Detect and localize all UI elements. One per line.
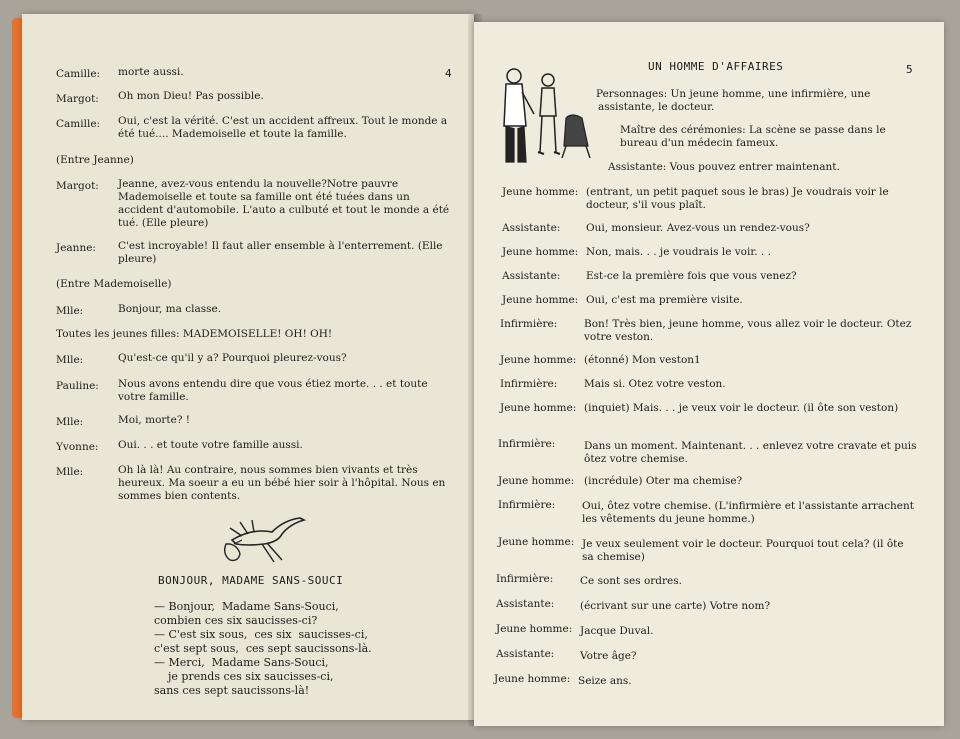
line-text: Seize ans. — [578, 675, 632, 687]
speaker: Pauline: — [56, 380, 99, 392]
line-text: Bon! Très bien, jeune homme, vous allez voir le docteur. Otez votre veston. — [584, 318, 912, 343]
line-text: (incrédule) Oter ma chemise? — [584, 475, 743, 487]
line-text: Jacque Duval. — [580, 625, 654, 637]
speaker: Assistante: — [502, 270, 561, 282]
cast-list — [598, 88, 920, 114]
line-text: (inquiet) Mais. . . je veux voir le docteur. (il ôte son veston) — [584, 402, 899, 414]
poem-line: — Bonjour, Madame Sans-Souci, — [154, 600, 339, 613]
speaker: Mlle: — [56, 305, 84, 317]
line-text: C'est incroyable! Il faut aller ensemble à l'enterrement. (Elle pleure) — [118, 240, 443, 265]
page-number: 5 — [906, 63, 913, 76]
speaker: Infirmière: — [498, 499, 556, 511]
line-text: Oh là là! Au contraire, nous sommes bien vivants et très heureux. Ma soeur a eu un bébé hier soir à l'hôpital. Nous en sommes bien contents. — [118, 464, 446, 502]
line-text: Non, mais. . . je voudrais le voir. . . — [586, 246, 771, 258]
line-text: morte aussi. — [118, 66, 184, 78]
line-text: Oui, monsieur. Avez-vous un rendez-vous? — [586, 222, 810, 234]
speaker: Jeune homme: — [496, 623, 573, 635]
speaker: Assistante: — [502, 222, 561, 234]
page-number: 4 — [445, 67, 452, 80]
intro-label: Assistante: — [608, 161, 667, 173]
line-text: Dans un moment. Maintenant. . . enlevez votre cravate et puis ôtez votre chemise. — [584, 440, 917, 465]
line-text: Est-ce la première fois que vous venez? — [586, 270, 797, 282]
speaker: Jeune homme: — [498, 475, 575, 487]
speaker: Jeune homme: — [502, 294, 579, 306]
speaker: Jeune homme: — [502, 246, 579, 258]
speaker: Camille: — [56, 118, 101, 130]
stage-direction: (Entre Jeanne) — [56, 154, 134, 166]
intro-label: Personnages: — [596, 88, 668, 100]
doctor-patient-illustration — [496, 66, 594, 166]
line-text: Ce sont ses ordres. — [580, 575, 682, 587]
poem-title: BONJOUR, MADAME SANS-SOUCI — [158, 574, 344, 587]
intro-text: Un jeune homme, une infirmière, une assistante, le docteur. — [598, 88, 871, 113]
speaker: Jeanne: — [56, 242, 96, 254]
poem-line: — Merci, Madame Sans-Souci, — [154, 656, 329, 669]
speaker: Jeune homme: — [500, 402, 577, 414]
speaker: Infirmière: — [498, 438, 556, 450]
speaker: Assistante: — [496, 648, 555, 660]
poem-line: c'est sept sous, ces sept saucissons-là. — [154, 642, 372, 655]
left-page — [22, 14, 474, 720]
speaker: Jeune homme: — [494, 673, 571, 685]
line-text: Moi, morte? ! — [118, 414, 191, 426]
speaker: Jeune homme: — [502, 186, 579, 198]
poem-line: je prends ces six saucisses-ci, — [154, 670, 334, 683]
speaker: Mlle: — [56, 416, 84, 428]
line-text: Oui. . . et toute votre famille aussi. — [118, 439, 303, 451]
right-page — [474, 22, 944, 726]
speaker: Infirmière: — [500, 318, 558, 330]
line-text: (écrivant sur une carte) Votre nom? — [580, 600, 771, 612]
speaker: Camille: — [56, 68, 101, 80]
intro-text: La scène se passe dans le bureau d'un médecin fameux. — [620, 124, 886, 149]
line-text: Je veux seulement voir le docteur. Pourquoi tout cela? (il ôte sa chemise) — [582, 538, 904, 563]
speaker: Mlle: — [56, 466, 84, 478]
intro-text: Vous pouvez entrer maintenant. — [669, 161, 840, 173]
line-text: Qu'est-ce qu'il y a? Pourquoi pleurez-vous? — [118, 352, 347, 364]
intro-label: Maître des cérémonies: — [620, 124, 746, 136]
line-text: Oui, ôtez votre chemise. (L'infirmière et l'assistante arrachent les vêtements du jeune homme.) — [582, 500, 914, 525]
stork-illustration — [212, 510, 312, 564]
line-text: Mais si. Otez votre veston. — [584, 378, 726, 390]
line-text: Jeanne, avez-vous entendu la nouvelle?Notre pauvre Mademoiselle et toute sa famille ont été tuées dans un accident d'automobile. L'auto a culbuté et tout le monde a été tué. (Elle pleure) — [118, 178, 450, 229]
speaker: Yvonne: — [56, 441, 99, 453]
poem-line: sans ces sept saucissons-là! — [154, 684, 310, 697]
line-text: Nous avons entendu dire que vous étiez morte. . . et toute votre famille. — [118, 378, 428, 403]
scene-setting — [620, 124, 916, 150]
speaker: Assistante: — [496, 598, 555, 610]
speaker: Infirmière: — [496, 573, 554, 585]
line-text: Bonjour, ma classe. — [118, 303, 222, 315]
speaker: Margot: — [56, 93, 99, 105]
poem-line: combien ces six saucisses-ci? — [154, 614, 318, 627]
line-text: Oui, c'est la vérité. C'est un accident affreux. Tout le monde a été tué.... Mademoiselle et toute la famille. — [118, 115, 448, 140]
line-text: Oui, c'est ma première visite. — [586, 294, 743, 306]
chorus-line: Toutes les jeunes filles: MADEMOISELLE! OH! OH! — [56, 328, 333, 340]
speaker: Jeune homme: — [498, 536, 575, 548]
line-text: (entrant, un petit paquet sous le bras) Je voudrais voir le docteur, s'il vous plaît. — [586, 186, 889, 211]
opening-line — [608, 161, 918, 174]
speaker: Margot: — [56, 180, 99, 192]
line-text: Votre âge? — [580, 650, 637, 662]
poem-line: — C'est six sous, ces six saucisses-ci, — [154, 628, 368, 641]
line-text: Oh mon Dieu! Pas possible. — [118, 90, 264, 102]
speaker: Jeune homme: — [500, 354, 577, 366]
line-text: (étonné) Mon veston1 — [584, 354, 701, 366]
stage-direction: (Entre Mademoiselle) — [56, 278, 172, 290]
speaker: Mlle: — [56, 354, 84, 366]
play-title: UN HOMME D'AFFAIRES — [648, 60, 784, 73]
speaker: Infirmière: — [500, 378, 558, 390]
